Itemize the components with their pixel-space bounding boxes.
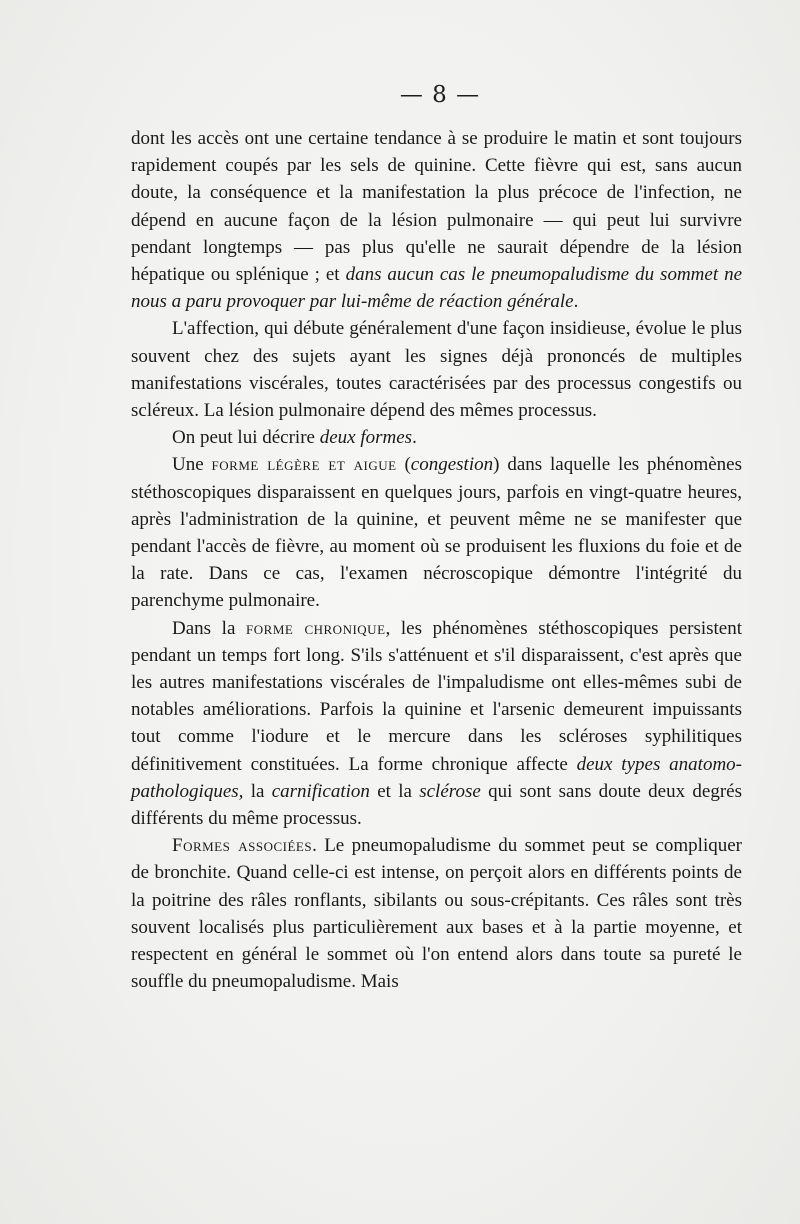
text-segment: congestion	[410, 454, 494, 476]
text-segment: Formes associées	[172, 835, 313, 857]
paragraph-2	[131, 315, 742, 424]
paragraph-3	[131, 424, 742, 451]
text-segment: Une	[172, 454, 212, 476]
page-number: — 8 —	[399, 82, 481, 108]
text-segment: , les phénomènes stéthoscopiques persistent pendant un temps fort long. S'ils s'atténuent et s'il disparaissent, c'est après que les autres manifestations viscérales de l'impaludisme ont elles-mêmes subi de notables améliorations. Parfois la quinine et l'arsenic demeurent impuissants tout comme l'iodure et le mercure dans les scléroses syphilitiques définitivement constituées. La forme chronique affecte	[131, 617, 743, 775]
text-segment: dont les accès ont une certaine tendance à se produire le matin et sont toujours rapidement coupés par les sels de quinine. Cette fièvre qui est, sans aucun doute, la conséquence et la manifestation la plus précoce de l'infection, ne dépend en aucune façon de la lésion pulmonaire — qui peut lui survivre pendant longtemps — pas plus qu'elle ne saurait dépendre de la lésion hépatique ou splénique ; et	[131, 128, 742, 286]
paragraph-5	[131, 615, 742, 833]
text-segment: qui sont sans doute deux degrés différents du même processus.	[131, 780, 742, 830]
text-segment: et la	[369, 780, 420, 802]
text-segment: (	[396, 454, 411, 476]
text-segment: sclérose	[419, 780, 481, 802]
text-segment: forme légère et aigue	[211, 454, 397, 476]
text-segment: carnification	[271, 780, 370, 802]
text-segment: . Le pneumopaludisme du sommet peut se compliquer de bronchite. Quand celle-ci est intense, on perçoit alors en différents points de la poitrine des râles ronflants, sibilants ou sous-crépitants. Ces râles sont très souvent localisés plus particulièrement aux bases et à la partie moyenne, et respectent en général le sommet où l'on entend alors dans toute sa pureté le souffle du pneumopaludisme. Mais	[131, 835, 742, 993]
text-segment: deux formes	[319, 427, 413, 449]
paragraph-4	[131, 451, 742, 614]
text-segment: ) dans laquelle les phénomènes stéthoscopiques disparaissent en quelques jours, parfois en vingt-quatre heures, après l'administration de la quinine, et peuvent même ne se manifester que pendant l'accès de fièvre, au moment où se produisent les fluxions du foie et de la rate. Dans ce cas, l'examen nécroscopique démontre l'intégrité du parenchyme pulmonaire.	[131, 454, 742, 612]
paragraph-6	[131, 832, 742, 995]
text-segment: forme chronique	[246, 617, 386, 639]
body-text	[131, 125, 742, 996]
text-segment: .	[412, 427, 417, 449]
text-segment: On peut lui décrire	[172, 427, 320, 449]
text-segment: .	[573, 291, 579, 313]
paragraph-1	[131, 125, 742, 315]
text-segment: deux types anatomo-pathologiques,	[131, 753, 742, 802]
text-segment: la	[243, 780, 272, 802]
text-segment: Dans la	[172, 617, 247, 639]
text-segment: dans aucun cas le pneumopaludisme du sommet ne nous a paru provoquer par lui-même de réaction générale	[131, 264, 743, 313]
text-segment: L'affection, qui débute généralement d'une façon insidieuse, évolue le plus souvent chez des sujets ayant les signes déjà prononcés de multiples manifestations viscérales, toutes caractérisées par des processus congestifs ou scléreux. La lésion pulmonaire dépend des mêmes processus.	[131, 318, 742, 422]
